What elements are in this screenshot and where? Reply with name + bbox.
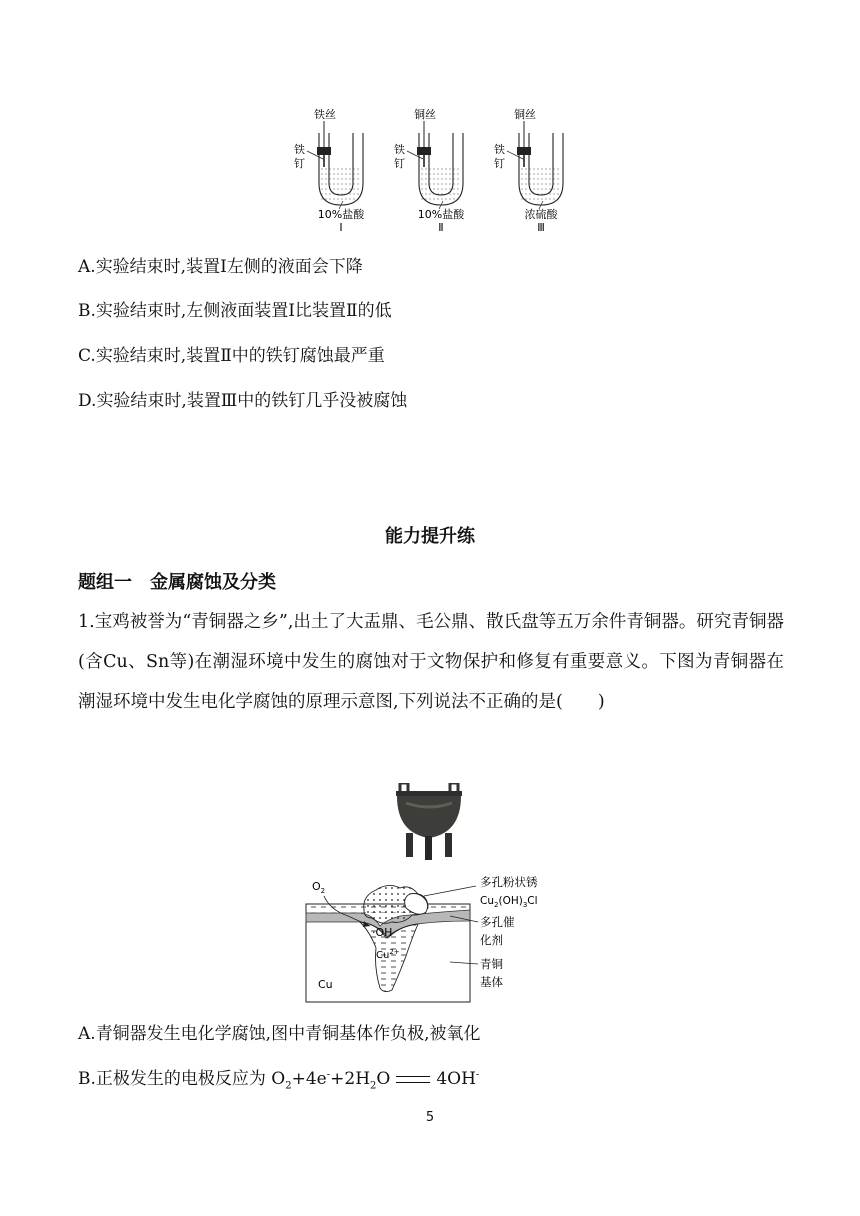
corrosion-diagram [300, 868, 570, 1008]
u-tube-apparatus [494, 107, 563, 234]
base-label-1: 青铜 [480, 957, 503, 971]
q1-option-a: A.青铜器发生电化学腐蚀,图中青铜基体作负极,被氧化 [78, 1024, 481, 1044]
rust-formula: $Cu_2(OH)_3Cl$ [480, 895, 538, 909]
page-number: 5 [425, 1110, 435, 1125]
cu2-label: $Cu^{2+}$ [376, 948, 400, 961]
nail-label: 铁 [294, 143, 305, 156]
apparatus-numeral: Ⅲ [537, 221, 545, 234]
bronze-ding-image [394, 783, 464, 863]
solution-label: 浓硫酸 [524, 208, 558, 221]
u-tube-apparatus [394, 107, 465, 234]
wire-label: 铁丝 [314, 108, 336, 121]
equation-double-line [396, 1076, 430, 1083]
solution-label: 10%盐酸 [317, 208, 365, 221]
o2-label: $O_2$ [312, 880, 326, 895]
option-a: A.实验结束时,装置Ⅰ左侧的液面会下降 [78, 257, 363, 277]
wire-label: 铜丝 [514, 108, 536, 121]
catalyst-label-1: 多孔催 [480, 915, 515, 929]
option-b: B.实验结束时,左侧液面装置Ⅰ比装置Ⅱ的低 [78, 301, 392, 321]
rust-label: 多孔粉状锈 [480, 875, 538, 889]
option-d: D.实验结束时,装置Ⅲ中的铁钉几乎没被腐蚀 [78, 391, 408, 411]
oh-label: ·OH [372, 926, 393, 939]
solution-label: 10%盐酸 [417, 208, 465, 221]
nail-label: 铁 [394, 143, 405, 156]
nail-label: 钉 [494, 157, 505, 170]
nail-label: 钉 [394, 157, 405, 170]
apparatus-numeral: Ⅰ [339, 221, 343, 234]
option-c: C.实验结束时,装置Ⅱ中的铁钉腐蚀最严重 [78, 346, 385, 366]
catalyst-label-2: 化剂 [480, 933, 503, 947]
u-tube-apparatus [294, 107, 365, 234]
q1-option-b: B.正极发生的电极反应为 $O_2+4e^-+2H_2O$ 4OH- [78, 1069, 480, 1092]
section-title: 能力提升练 [385, 526, 475, 547]
group-title: 题组一 金属腐蚀及分类 [78, 572, 276, 593]
nail-label: 铁 [494, 143, 505, 156]
nail-label: 钉 [294, 157, 305, 170]
question-1-text: 1.宝鸡被誉为“青铜器之乡”,出土了大盂鼎、毛公鼎、散氏盘等五万余件青铜器。研究青铜器(含Cu、Sn等)在潮湿环境中发生的腐蚀对于文物保护和修复有重要意义。下图为青铜器在潮湿环境中发生电化学腐蚀的原理示意图,下列说法不正确的是( ) [78, 612, 784, 712]
apparatus-numeral: Ⅱ [438, 221, 444, 234]
u-tube-apparatus-figure [285, 105, 585, 235]
cu-label: Cu [318, 978, 333, 991]
wire-label: 铜丝 [414, 108, 436, 121]
base-label-2: 基体 [480, 975, 503, 989]
